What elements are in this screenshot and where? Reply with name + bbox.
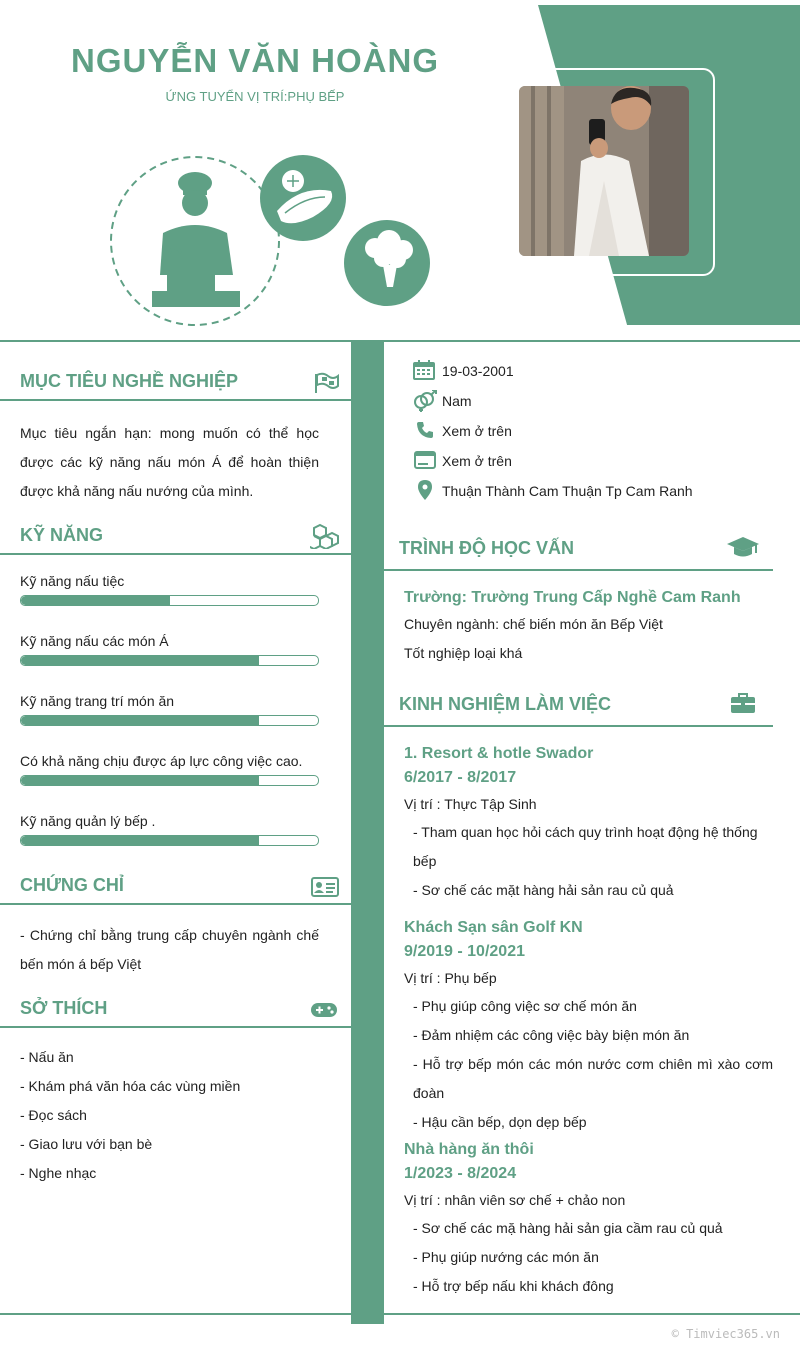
skill-bar-fill — [21, 776, 259, 785]
school-name: Trường: Trường Trung Cấp Nghề Cam Ranh — [404, 589, 741, 606]
skill-bar — [20, 775, 319, 786]
skill-bar-fill — [21, 596, 170, 605]
experience-title: KINH NGHIỆM LÀM VIỆC — [399, 694, 612, 714]
skill-label: Có khả năng chịu được áp lực công việc cao. — [20, 753, 303, 769]
briefcase-icon — [730, 692, 756, 719]
skill-bar — [20, 595, 319, 606]
objective-title: MỤC TIÊU NGHỀ NGHIỆP — [20, 371, 239, 391]
birthdate-value: 19-03-2001 — [442, 363, 514, 379]
job-company: Khách Sạn sân Golf KN — [404, 919, 583, 936]
skill-bar — [20, 715, 319, 726]
hobby-item: - Nghe nhạc — [20, 1165, 97, 1181]
job-company: 1. Resort & hotle Swador — [404, 745, 594, 762]
education-title: TRÌNH ĐỘ HỌC VẤN — [399, 538, 574, 558]
skills-divider — [0, 553, 351, 555]
job-period: 9/2019 - 10/2021 — [404, 943, 525, 960]
job-task: - Hậu cần bếp, dọn dẹp bếp — [413, 1114, 587, 1130]
calendar-icon — [413, 360, 435, 385]
job-role: Vị trí : Phụ bếp — [404, 970, 497, 986]
education-grade: Tốt nghiệp loại khá — [404, 645, 523, 661]
profile-photo — [519, 86, 689, 256]
hobby-item: - Đọc sách — [20, 1107, 87, 1123]
id-card-icon — [311, 876, 339, 903]
phone-value: Xem ở trên — [442, 423, 512, 439]
job-role: Vị trí : nhân viên sơ chế + chảo non — [404, 1192, 626, 1208]
skill-label: Kỹ năng quản lý bếp . — [20, 813, 156, 829]
gender-icon — [412, 390, 438, 417]
hobby-item: - Nấu ăn — [20, 1049, 74, 1065]
skill-bar — [20, 655, 319, 666]
skills-title: KỸ NĂNG — [20, 525, 104, 545]
address-value: Thuận Thành Cam Thuận Tp Cam Ranh — [442, 483, 693, 499]
footer-watermark: © Timviec365.vn — [671, 1327, 780, 1341]
job-task: - Hỗ trợ bếp món các món nước cơm chiên mì xào cơm đoàn — [413, 1056, 773, 1101]
skill-bar — [20, 835, 319, 846]
certificates-text: - Chứng chỉ bằng trung cấp chuyên ngành chế bến món á bếp Việt — [20, 927, 319, 972]
applied-position: ỨNG TUYỂN VỊ TRÍ:PHỤ BẾP — [165, 89, 345, 104]
candidate-name: NGUYỄN VĂN HOÀNG — [70, 42, 440, 79]
skill-bar-fill — [21, 836, 259, 845]
flag-icon — [314, 372, 340, 399]
hobbies-divider — [0, 1026, 351, 1028]
hobby-item: - Khám phá văn hóa các vùng miền — [20, 1078, 241, 1094]
skill-label: Kỹ năng nấu các món Á — [20, 633, 169, 649]
objective-text: Mục tiêu ngắn hạn: mong muốn có thể học được các kỹ năng nấu món Á để hoàn thiện được khả năng nấu nướng của mình. — [20, 425, 319, 499]
certificates-title: CHỨNG CHỈ — [20, 875, 124, 895]
location-pin-icon — [418, 480, 432, 505]
job-period: 6/2017 - 8/2017 — [404, 769, 517, 786]
certificates-divider — [0, 903, 351, 905]
job-role: Vị trí : Thực Tập Sinh — [404, 796, 537, 812]
job-task: - Sơ chế các mặt hàng hải sản rau củ quả — [413, 882, 674, 898]
skill-bar-fill — [21, 656, 259, 665]
email-icon — [414, 451, 436, 474]
gamepad-icon — [310, 1001, 338, 1024]
top-divider — [0, 340, 800, 342]
hobbies-title: SỞ THÍCH — [20, 998, 108, 1018]
education-divider — [384, 569, 773, 571]
bottom-divider — [0, 1313, 800, 1315]
job-task: - Sơ chế các mặ hàng hải sản gia cầm rau củ quả — [413, 1220, 723, 1236]
skill-bar-fill — [21, 716, 259, 725]
gender-value: Nam — [442, 393, 472, 409]
chef-illustration — [105, 155, 445, 330]
email-value: Xem ở trên — [442, 453, 512, 469]
job-task: - Phụ giúp nướng các món ăn — [413, 1249, 599, 1265]
hobby-item: - Giao lưu với bạn bè — [20, 1136, 153, 1152]
experience-divider — [384, 725, 773, 727]
job-period: 1/2023 - 8/2024 — [404, 1165, 517, 1182]
center-column-bar — [351, 342, 384, 1324]
graduation-cap-icon — [727, 535, 759, 564]
job-task: - Phụ giúp công việc sơ chế món ăn — [413, 998, 637, 1014]
job-task: - Tham quan học hỏi cách quy trình hoạt động hệ thống bếp — [413, 824, 758, 869]
job-company: Nhà hàng ăn thôi — [404, 1141, 534, 1158]
skill-label: Kỹ năng trang trí món ăn — [20, 693, 175, 709]
phone-icon — [416, 421, 434, 444]
job-task: - Đảm nhiệm các công việc bày biện món ăn — [413, 1027, 690, 1043]
skill-label: Kỹ năng nấu tiệc — [20, 573, 125, 589]
education-major: Chuyên ngành: chế biến món ăn Bếp Việt — [404, 616, 663, 632]
cubes-icon — [310, 523, 340, 554]
job-task: - Hỗ trợ bếp nấu khi khách đông — [413, 1278, 614, 1294]
objective-divider — [0, 399, 351, 401]
